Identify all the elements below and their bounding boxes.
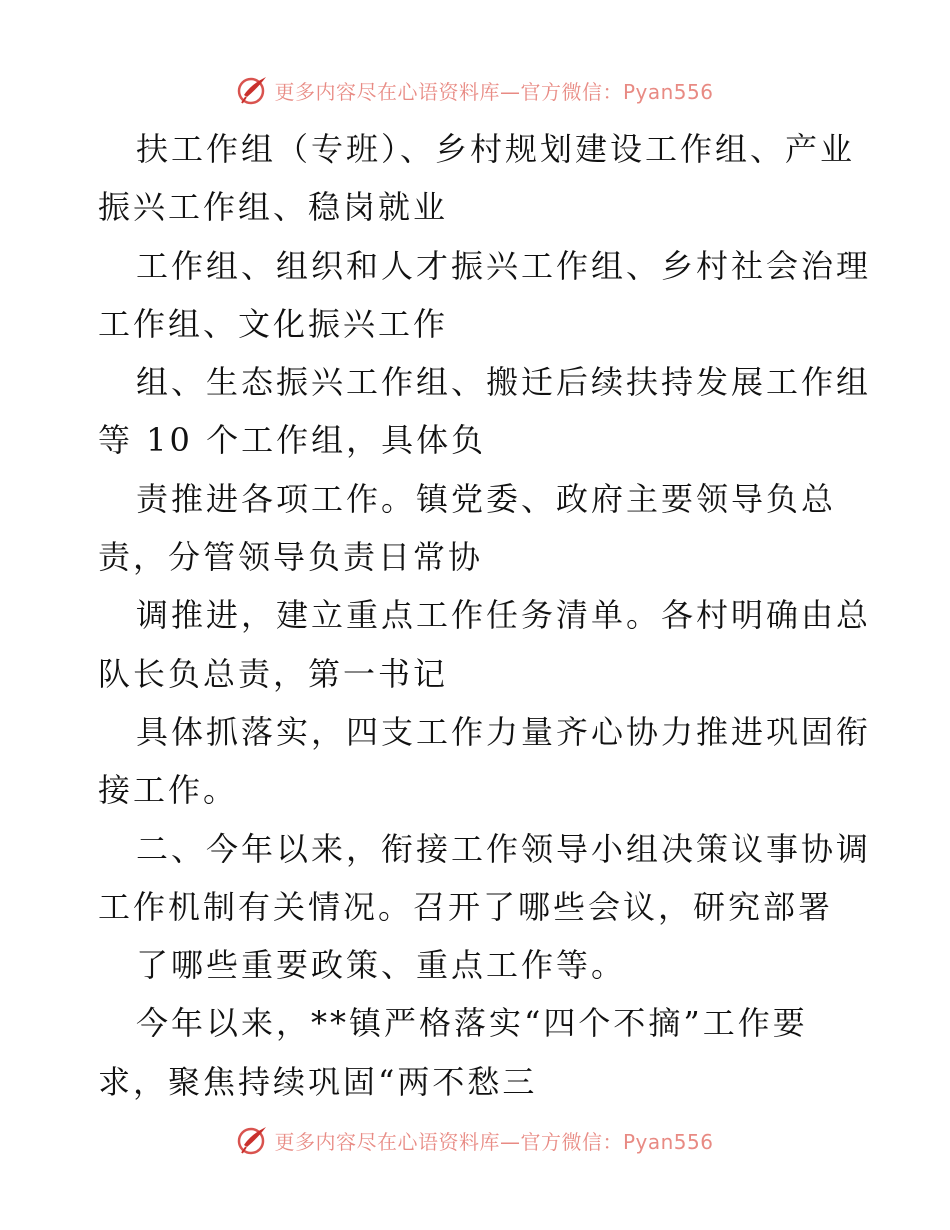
text-line: 求，聚焦持续巩固“两不愁三 (98, 1062, 538, 1101)
header-banner-text: 更多内容尽在心语资料库—官方微信：Pyan556 (274, 79, 714, 104)
text-line: 工作组、文化振兴工作 (98, 304, 449, 343)
quill-logo-icon (236, 73, 270, 107)
text-line: 责推进各项工作。镇党委、政府主要领导负总 (136, 479, 837, 518)
footer-banner-text: 更多内容尽在心语资料库—官方微信：Pyan556 (274, 1129, 714, 1154)
text-line: 组、生态振兴工作组、搬迁后续扶持发展工作组 (136, 363, 872, 402)
footer-banner (0, 1118, 950, 1162)
header-banner (0, 68, 950, 112)
section-heading-line: 工作机制有关情况。召开了哪些会议，研究部署 (98, 887, 834, 926)
text-line: 今年以来，**镇严格落实“四个不摘”工作要 (136, 1004, 808, 1043)
text-line: 振兴工作组、稳岗就业 (98, 188, 449, 227)
text-line: 等 10 个工作组，具体负 (98, 421, 487, 460)
section-heading-line: 了哪些重要政策、重点工作等。 (136, 946, 627, 985)
text-line: 扶工作组（专班）、乡村规划建设工作组、产业 (136, 130, 856, 168)
text-line: 具体抓落实，四支工作力量齐心协力推进巩固衔 (136, 712, 872, 751)
text-line: 调推进，建立重点工作任务清单。各村明确由总 (136, 596, 872, 635)
quill-logo-icon (236, 1123, 270, 1157)
section-heading-line: 二、今年以来，衔接工作领导小组决策议事协调 (136, 829, 872, 868)
document-body (98, 120, 872, 1111)
text-line: 工作组、组织和人才振兴工作组、乡村社会治理 (136, 246, 872, 285)
text-line: 责，分管领导负责日常协 (98, 538, 484, 577)
text-line: 接工作。 (98, 771, 239, 810)
text-line: 队长负总责，第一书记 (98, 654, 449, 693)
